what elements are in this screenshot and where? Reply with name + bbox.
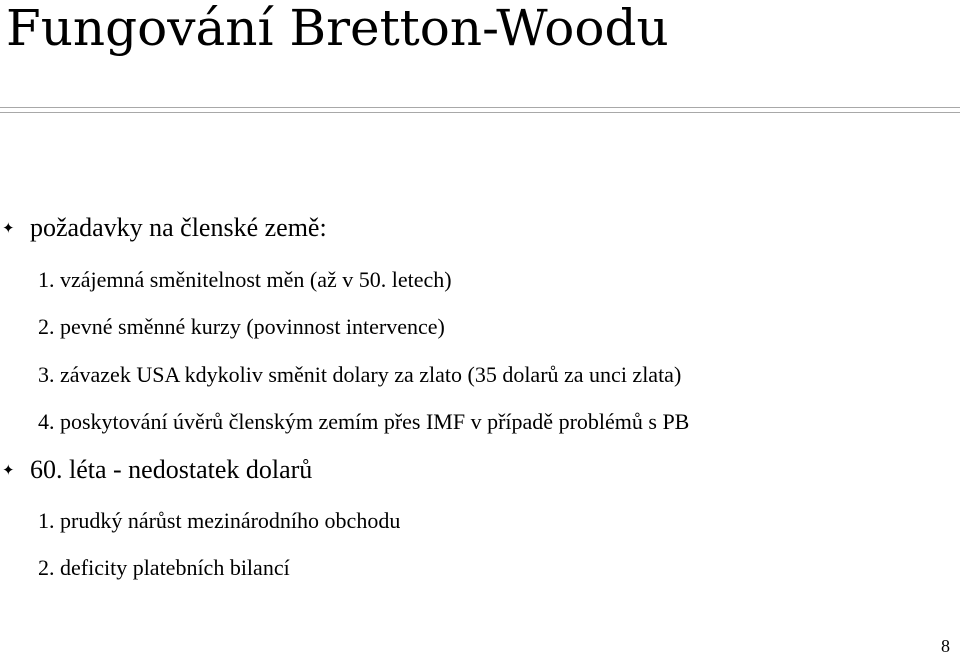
sub-item-text: 2. deficity platebních bilancí xyxy=(38,555,290,580)
bullet-text: 60. léta - nedostatek dolarů xyxy=(30,455,313,484)
sub-item-text: 4. poskytování úvěrů členským zemím přes IMF v případě problémů s PB xyxy=(38,409,690,434)
sub-item-text: 3. závazek USA kdykoliv směnit dolary za zlato (35 dolarů za unci zlata) xyxy=(38,362,682,387)
sub-item-text: 1. prudký nárůst mezinárodního obchodu xyxy=(38,508,401,533)
bullet-text: požadavky na členské země: xyxy=(30,213,327,242)
star-bullet-icon: ✦ xyxy=(2,461,15,479)
star-bullet-icon: ✦ xyxy=(2,219,15,237)
sub-item-text: 1. vzájemná směnitelnost měn (až v 50. letech) xyxy=(38,267,452,292)
page-number: 8 xyxy=(941,636,950,656)
sub-item-text: 2. pevné směnné kurzy (povinnost intervence) xyxy=(38,314,445,339)
title-divider xyxy=(0,107,960,113)
slide-title: Fungování Bretton-Woodu xyxy=(6,0,669,57)
